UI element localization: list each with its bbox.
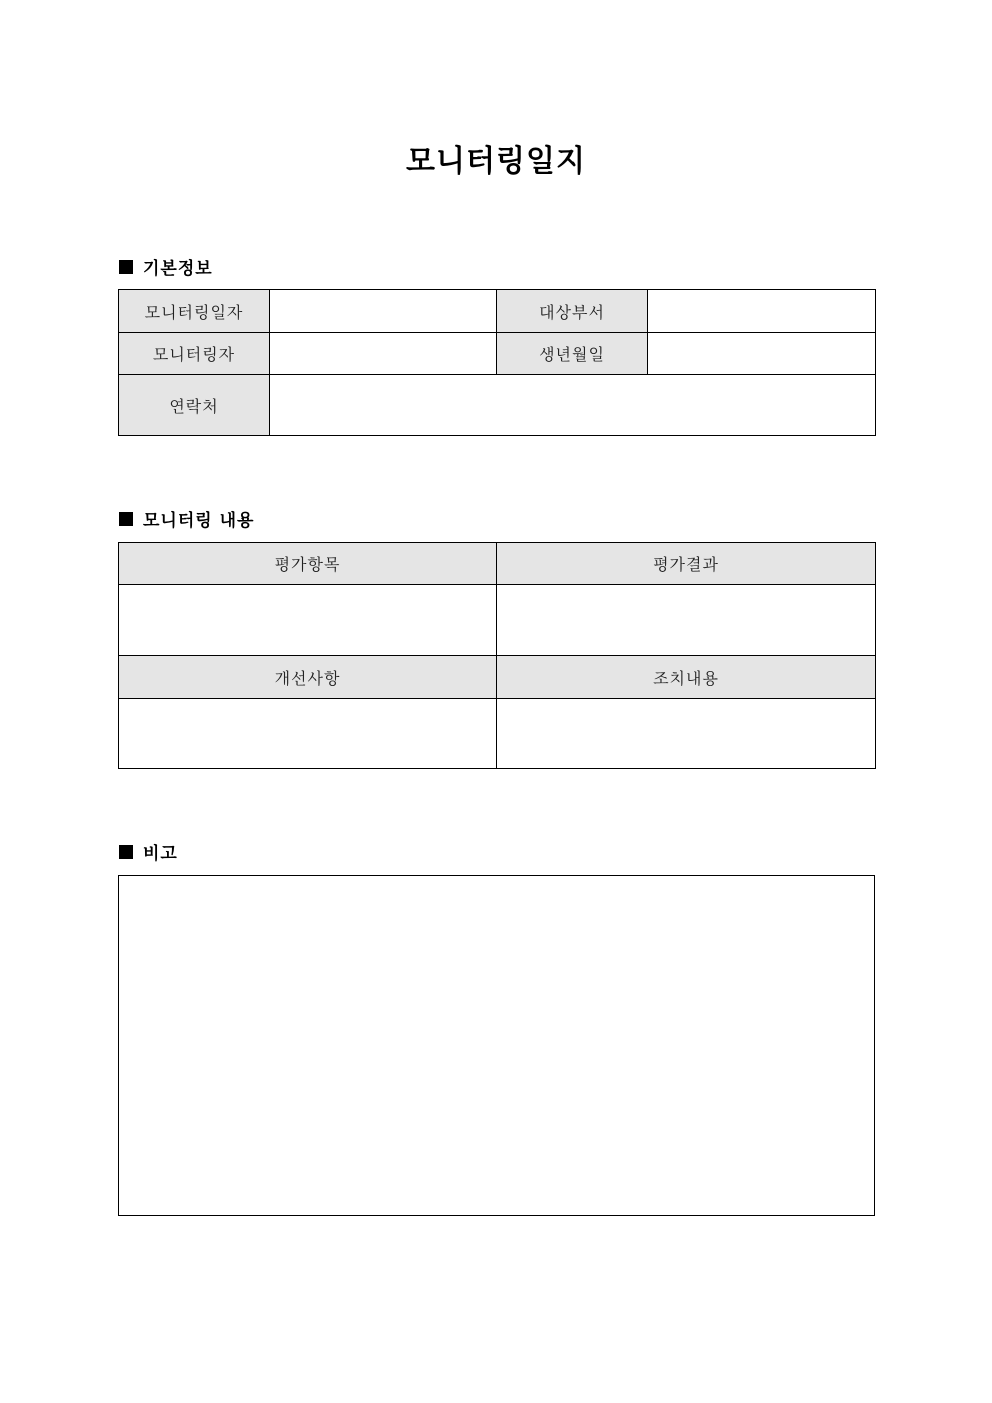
contact-label: 연락처 (119, 375, 270, 436)
evaluation-item-field[interactable] (119, 585, 497, 656)
improvements-label: 개선사항 (119, 656, 497, 699)
square-bullet-icon (119, 260, 133, 274)
section-heading-monitoring-content (119, 506, 254, 531)
table-row (119, 656, 876, 699)
monitor-field[interactable] (270, 333, 497, 375)
section-heading-label: 비고 (143, 844, 178, 864)
table-row (119, 333, 876, 375)
monitor-label: 모니터링자 (119, 333, 270, 375)
section-heading-label: 기본정보 (143, 259, 213, 279)
square-bullet-icon (119, 512, 133, 526)
evaluation-result-label: 평가결과 (497, 543, 876, 585)
table-row (119, 290, 876, 333)
table-row (119, 375, 876, 436)
section-heading-basic-info (119, 254, 213, 279)
basic-info-table (118, 289, 876, 436)
improvements-field[interactable] (119, 699, 497, 769)
evaluation-result-field[interactable] (497, 585, 876, 656)
square-bullet-icon (119, 845, 133, 859)
target-department-field[interactable] (648, 290, 876, 333)
actions-taken-field[interactable] (497, 699, 876, 769)
monitoring-date-label: 모니터링일자 (119, 290, 270, 333)
monitoring-content-table (118, 542, 876, 769)
document-title: 모니터링일지 (406, 144, 586, 179)
remarks-field[interactable] (118, 875, 875, 1216)
birth-date-label: 생년월일 (497, 333, 648, 375)
table-row (119, 585, 876, 656)
contact-field[interactable] (270, 375, 876, 436)
table-row (119, 543, 876, 585)
monitoring-date-field[interactable] (270, 290, 497, 333)
table-row (119, 699, 876, 769)
actions-taken-label: 조치내용 (497, 656, 876, 699)
birth-date-field[interactable] (648, 333, 876, 375)
section-heading-label: 모니터링 내용 (143, 511, 255, 531)
section-heading-remarks (119, 839, 178, 864)
target-department-label: 대상부서 (497, 290, 648, 333)
evaluation-item-label: 평가항목 (119, 543, 497, 585)
